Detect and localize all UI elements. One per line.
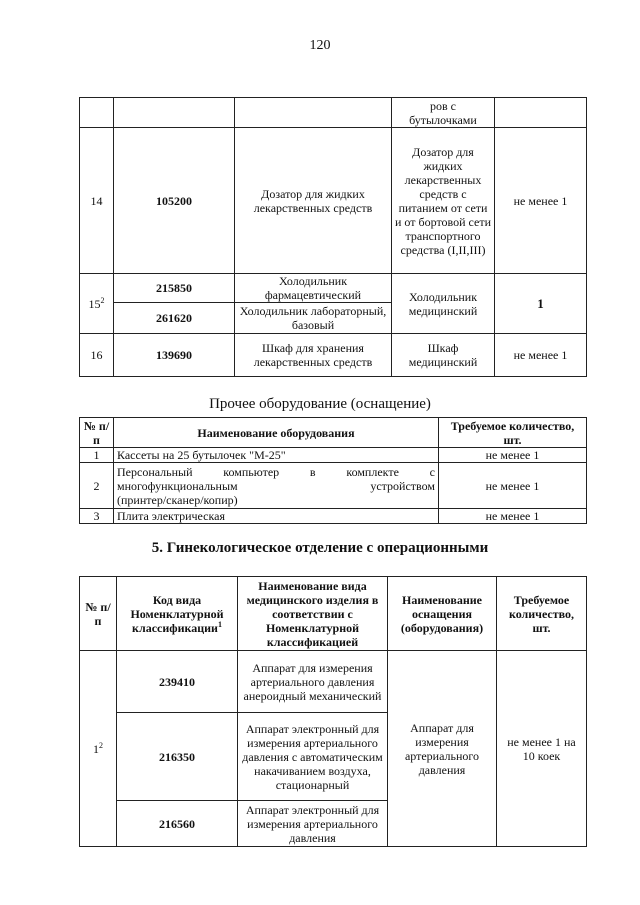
cell-num: 16 xyxy=(80,334,114,377)
cell-name: Аппарат электронный для измерения артериального давления с автоматическим накачиванием воздуха, стационарный xyxy=(238,713,388,801)
cell-name: Дозатор для жидких лекарственных средств xyxy=(235,128,392,274)
cell-num: 14 xyxy=(80,128,114,274)
cell-num: 2 xyxy=(80,463,114,509)
cell-name: Кассеты на 25 бутылочек "М-25" xyxy=(114,448,439,463)
table-row xyxy=(80,463,587,509)
cell-name-tail: (принтер/сканер/копир) xyxy=(117,492,238,507)
cell-name: Шкаф для хранения лекарственных средств xyxy=(235,334,392,377)
header-qty: Требуемое количество, шт. xyxy=(439,418,587,448)
header-qty: Требуемое количество, шт. xyxy=(497,577,587,651)
cell-qty: 1 xyxy=(495,274,587,334)
header-oborud: Наименование оснащения (оборудования) xyxy=(388,577,497,651)
cell-code: 216560 xyxy=(117,801,238,847)
cell-name: Плита электрическая xyxy=(114,509,439,524)
cell-num: 1 xyxy=(80,448,114,463)
header-num: № п/п xyxy=(80,418,114,448)
num-text: 1 xyxy=(93,741,99,756)
num-text: 15 xyxy=(88,296,101,311)
table-header-row xyxy=(80,418,587,448)
cell-code: 215850 xyxy=(114,274,235,303)
cell-qty: не менее 1 xyxy=(495,128,587,274)
cell-oborud: ров с бутылочками xyxy=(392,98,495,128)
cell-qty: не менее 1 на 10 коек xyxy=(497,651,587,847)
cell-qty: не менее 1 xyxy=(439,448,587,463)
table-row xyxy=(80,274,587,303)
page-number: 120 xyxy=(309,38,331,53)
table-row xyxy=(80,651,587,713)
cell-code: 261620 xyxy=(114,303,235,334)
header-num: № п/п xyxy=(80,577,117,651)
cell-name xyxy=(114,463,439,509)
cell-code: 139690 xyxy=(114,334,235,377)
cell-oborud: Дозатор для жидких лекарственных средств с питанием от сети и от бортовой сети транспортного средства (I,II,III) xyxy=(392,128,495,274)
cell-qty: не менее 1 xyxy=(439,509,587,524)
footnote-mark: 2 xyxy=(99,740,103,750)
cell-num xyxy=(80,651,117,847)
cell-name: Аппарат для измерения артериального давления анероидный механический xyxy=(238,651,388,713)
header-code-text: Код вида Номенклатурной классификации xyxy=(130,592,224,635)
header-name: Наименование оборудования xyxy=(114,418,439,448)
cell-num xyxy=(80,274,114,334)
gynecology-equipment-table xyxy=(79,576,587,847)
cell-code: 216350 xyxy=(117,713,238,801)
footnote-mark: 1 xyxy=(217,619,222,629)
cell-oborud: Шкаф медицинский xyxy=(392,334,495,377)
section-title-other-equipment: Прочее оборудование (оснащение) xyxy=(209,396,431,412)
equipment-table-continued xyxy=(79,97,587,377)
cell-code: 105200 xyxy=(114,128,235,274)
table-row xyxy=(80,334,587,377)
cell-qty: не менее 1 xyxy=(439,463,587,509)
header-name: Наименование вида медицинского изделия в соответствии с Номенклатурной классификацией xyxy=(238,577,388,651)
header-code xyxy=(117,577,238,651)
cell-name: Холодильник фармацевтический xyxy=(235,274,392,303)
cell-num: 3 xyxy=(80,509,114,524)
cell-oborud: Холодильник медицинский xyxy=(392,274,495,334)
table-row xyxy=(80,509,587,524)
cell-code: 239410 xyxy=(117,651,238,713)
other-equipment-table xyxy=(79,417,587,524)
table-row xyxy=(80,98,587,128)
cell-name: Аппарат электронный для измерения артериального давления xyxy=(238,801,388,847)
cell-name-text: Персональный компьютер в комплекте с многофункциональным устройством xyxy=(117,464,435,493)
table-row xyxy=(80,448,587,463)
cell-name: Холодильник лабораторный, базовый xyxy=(235,303,392,334)
cell-qty: не менее 1 xyxy=(495,334,587,377)
section-title-gynecology: 5. Гинекологическое отделение с операционными xyxy=(151,540,489,556)
table-header-row xyxy=(80,577,587,651)
footnote-mark: 2 xyxy=(100,295,105,305)
table-row xyxy=(80,128,587,274)
cell-oborud: Аппарат для измерения артериального давления xyxy=(388,651,497,847)
